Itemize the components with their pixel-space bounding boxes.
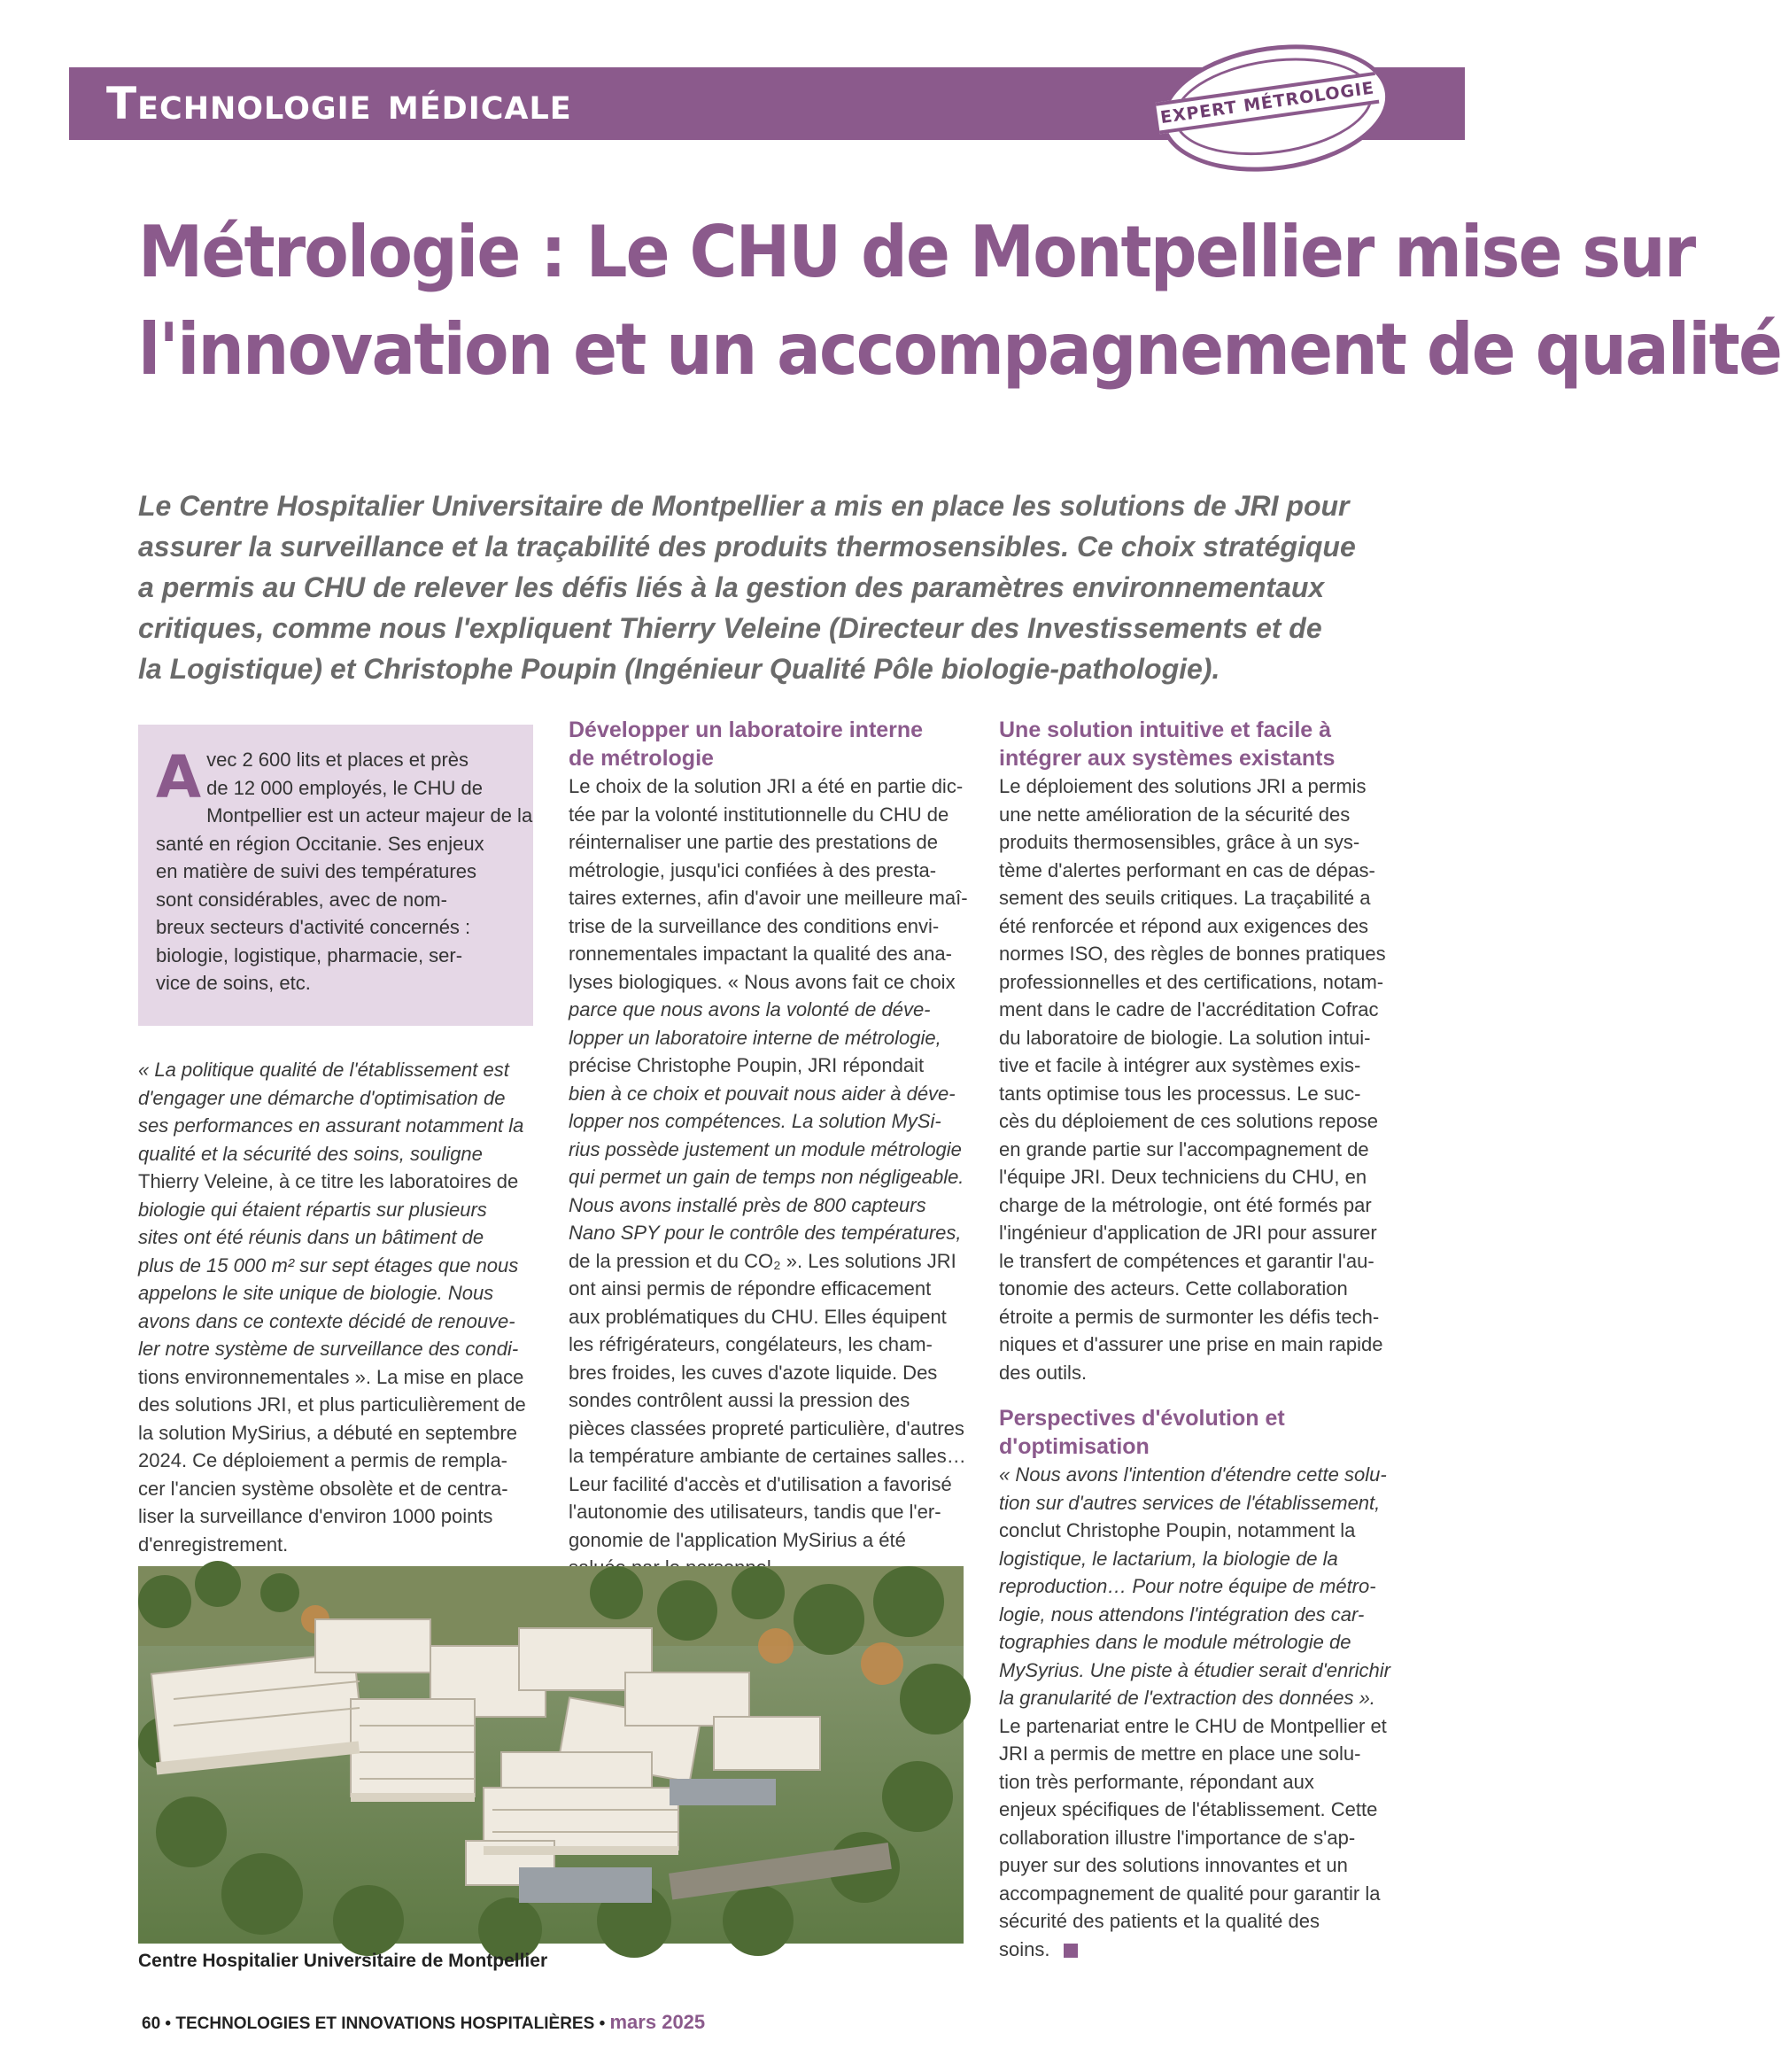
expert-stamp [1153, 31, 1398, 186]
text-line: cer l'ancien système obsolète et de centra- [138, 1477, 508, 1500]
text-line: tonomie des acteurs. Cette collaboration [999, 1277, 1348, 1300]
text-line: Thierry Veleine, à ce titre les laboratoires de [138, 1170, 519, 1192]
text-line: accompagnement de qualité pour garantir la [999, 1882, 1381, 1905]
text-line: professionnelles et des certifications, notam- [999, 970, 1384, 993]
text-line: Nous avons installé près de 800 capteurs [569, 1193, 926, 1216]
page-number: 60 [142, 2014, 161, 2033]
text-line: tographies dans le module métrologie de [999, 1631, 1351, 1653]
text-line: 2024. Ce déploiement a permis de rempla- [138, 1449, 508, 1471]
title-line: l'innovation et un accompagnement de qualité [138, 308, 1781, 391]
text-line: sites ont été réunis dans un bâtiment de [138, 1226, 484, 1248]
text-line: précise Christophe Poupin, JRI répondait [569, 1054, 925, 1076]
text-line: ment dans le cadre de l'accréditation Cofrac [999, 998, 1379, 1020]
drop-cap: A [156, 743, 202, 811]
text-line: bien à ce choix et pouvait nous aider à déve- [569, 1082, 956, 1105]
text-line: enjeux spécifiques de l'établissement. Cette [999, 1798, 1378, 1820]
text-line: de la pression et du CO₂ ». Les solutions JRI [569, 1249, 956, 1272]
text-line: étroite a permis de surmonter les défis tech- [999, 1305, 1380, 1328]
text-line: Leur facilité d'accès et d'utilisation a favorisé [569, 1472, 952, 1495]
text-line: niques et d'assurer une prise en main rapide [999, 1333, 1383, 1355]
text-line: le transfert de compétences et garantir l'au- [999, 1249, 1374, 1272]
stamp-label: EXPERT MÉTROLOGIE [1156, 72, 1380, 134]
text-line: tion très performante, répondant aux [999, 1770, 1314, 1793]
text-line: lopper nos compétences. La solution MySi- [569, 1110, 941, 1132]
heading-line: intégrer aux systèmes existants [999, 746, 1336, 771]
text-line: d'engager une démarche d'optimisation de [138, 1086, 506, 1109]
column-3-body-2 [999, 1461, 1396, 1963]
heading-line: d'optimisation [999, 1434, 1150, 1459]
text-line: aux problématiques du CHU. Elles équipent [569, 1305, 947, 1328]
text-line: vice de soins, etc. [156, 972, 311, 994]
intro-text [156, 743, 533, 997]
text-line: tants optimise tous les processus. Le suc- [999, 1082, 1361, 1105]
lede-line: a permis au CHU de relever les défis liés à la gestion des paramètres environnementaux [138, 571, 1325, 603]
text-line: plus de 15 000 m² sur sept étages que nous [138, 1253, 519, 1277]
text-line: Montpellier est un acteur majeur de la [206, 804, 533, 826]
text-line: la solution MySirius, a débuté en septembre [138, 1421, 518, 1444]
text-line: pièces classées propreté particulière, d'autres [569, 1416, 964, 1440]
text-line: logie, nous attendons l'intégration des car- [999, 1603, 1365, 1626]
text-line: logistique, le lactarium, la biologie de la [999, 1547, 1338, 1570]
footer-separator: • [599, 2014, 606, 2033]
text-line: produits thermosensibles, grâce à un sys- [999, 831, 1360, 853]
section-heading [569, 716, 965, 772]
text-line: bres froides, les cuves d'azote liquide. Des [569, 1361, 938, 1384]
text-line: sécurité des patients et la qualité des [999, 1910, 1320, 1932]
magazine-name: TECHNOLOGIES ET INNOVATIONS HOSPITALIÈRES [175, 2014, 595, 2033]
text-line: Nano SPY pour le contrôle des températures, [569, 1222, 962, 1244]
text-line: trise de la surveillance des conditions envi- [569, 914, 940, 937]
text-line: métrologie, jusqu'ici confiées à des presta- [569, 858, 937, 881]
text-line: rius possède justement un module métrologie [569, 1137, 962, 1160]
lede-line: assurer la surveillance et la traçabilité des produits thermosensibles. Ce choix stratégique [138, 531, 1356, 563]
text-line: sont considérables, avec de nom- [156, 888, 447, 911]
text-line: du laboratoire de biologie. La solution intui- [999, 1026, 1371, 1049]
issue-date: mars 2025 [609, 2011, 706, 2033]
text-line: appelons le site unique de biologie. Nous [138, 1282, 494, 1304]
text-line: puyer sur des solutions innovantes et un [999, 1854, 1348, 1876]
text-line: MySyrius. Une piste à étudier serait d'enrichir [999, 1658, 1390, 1681]
text-line: en matière de suivi des températures [156, 860, 476, 882]
text-line: tions environnementales ». La mise en place [138, 1365, 524, 1388]
text-line: les réfrigérateurs, congélateurs, les cham- [569, 1333, 933, 1355]
column-3-body-1 [999, 772, 1396, 1386]
text-line: charge de la métrologie, ont été formés par [999, 1193, 1372, 1216]
text-line: des outils. [999, 1361, 1088, 1384]
footer-separator: • [165, 2014, 172, 2033]
text-line: une nette amélioration de la sécurité des [999, 803, 1351, 826]
text-line: la granularité de l'extraction des données ». [999, 1687, 1375, 1709]
text-line: Le partenariat entre le CHU de Montpellier et [999, 1714, 1387, 1737]
text-line: lopper un laboratoire interne de métrologie, [569, 1026, 941, 1049]
text-line: avons dans ce contexte décidé de renouve- [138, 1309, 515, 1332]
text-line: d'enregistrement. [138, 1533, 289, 1556]
column-2 [569, 716, 968, 1582]
photo-caption: Centre Hospitalier Universitaire de Montpellier [138, 1951, 548, 1971]
text-line: biologie, logistique, pharmacie, ser- [156, 943, 463, 966]
page-footer [142, 2011, 705, 2034]
text-line: taires externes, afin d'avoir une meilleure maî- [569, 887, 968, 909]
text-line: sement des seuils critiques. La traçabilité a [999, 887, 1371, 909]
text-line: tème d'alertes performant en cas de dépas- [999, 858, 1375, 881]
heading-line: Développer un laboratoire interne [569, 718, 924, 742]
text-line: tive et facile à intégrer aux systèmes exis- [999, 1054, 1361, 1076]
text-line: reproduction… Pour notre équipe de métro- [999, 1575, 1376, 1597]
text-line: de 12 000 employés, le CHU de [206, 776, 483, 799]
heading-line: de métrologie [569, 746, 714, 771]
text-line: qualité et la sécurité des soins, souligne [138, 1142, 483, 1165]
text-line: l'ingénieur d'application de JRI pour assurer [999, 1222, 1377, 1244]
text-line: gonomie de l'application MySirius a été [569, 1528, 906, 1551]
lede-line: Le Centre Hospitalier Universitaire de Montpellier a mis en place les solutions de JRI pour [138, 490, 1350, 522]
section-title: Technologie médicale [106, 78, 572, 129]
text-line: ont ainsi permis de répondre efficacement [569, 1277, 932, 1300]
text-line: parce que nous avons la volonté de déve- [569, 998, 931, 1020]
text-line: lyses biologiques. « Nous avons fait ce choix [569, 970, 956, 993]
heading-line: Une solution intuitive et facile à [999, 718, 1332, 742]
intro-box [138, 725, 533, 1026]
text-line: soins. [999, 1937, 1050, 1960]
text-line: l'autonomie des utilisateurs, tandis que l'er- [569, 1501, 941, 1523]
text-line: des solutions JRI, et plus particulièrement de [138, 1393, 526, 1416]
text-line: « La politique qualité de l'établissement est [138, 1059, 509, 1081]
text-line: breux secteurs d'activité concernés : [156, 916, 471, 938]
text-line: la température ambiante de certaines salles… [569, 1445, 966, 1467]
text-line: ses performances en assurant notamment la [138, 1114, 524, 1137]
end-mark [1064, 1944, 1078, 1958]
text-line: qui permet un gain de temps non négligeable. [569, 1166, 964, 1188]
article-title [138, 204, 1781, 399]
text-line: ler notre système de surveillance des condi- [138, 1338, 519, 1360]
title-line: Métrologie : Le CHU de Montpellier mise sur [138, 211, 1695, 293]
heading-line: Perspectives d'évolution et [999, 1406, 1285, 1431]
lede-line: la Logistique) et Christophe Poupin (Ingénieur Qualité Pôle biologie-pathologie). [138, 653, 1220, 685]
section-heading [999, 1404, 1396, 1461]
text-line: l'équipe JRI. Deux techniciens du CHU, en [999, 1166, 1367, 1188]
text-line: ronnementales impactant la qualité des ana- [569, 943, 952, 965]
text-line: Le déploiement des solutions JRI a permis [999, 775, 1367, 797]
text-line: JRI a permis de mettre en place une solu- [999, 1742, 1361, 1765]
text-line: collaboration illustre l'importance de s'ap- [999, 1826, 1356, 1849]
text-line: sondes contrôlent aussi la pression des [569, 1389, 910, 1411]
hospital-aerial-photo [138, 1566, 964, 1944]
text-line: santé en région Occitanie. Ses enjeux [156, 832, 484, 855]
text-line: réinternaliser une partie des prestations de [569, 831, 939, 853]
article-lede [138, 485, 1396, 689]
text-line: « Nous avons l'intention d'étendre cette solu- [999, 1463, 1387, 1486]
text-line: en grande partie sur l'accompagnement de [999, 1137, 1369, 1160]
text-line: biologie qui étaient répartis sur plusieurs [138, 1198, 487, 1221]
text-line: normes ISO, des règles de bonnes pratiques [999, 943, 1386, 965]
column-1 [138, 1056, 533, 1558]
lede-line: critiques, comme nous l'expliquent Thierry Veleine (Directeur des Investissements et de [138, 612, 1322, 644]
text-line: tée par la volonté institutionnelle du CHU de [569, 803, 949, 826]
text-line: conclut Christophe Poupin, notamment la [999, 1519, 1356, 1541]
section-heading [999, 716, 1396, 772]
column-2-body [569, 772, 968, 1582]
text-line: été renforcée et répond aux exigences des [999, 914, 1369, 937]
text-line: tion sur d'autres services de l'établissement, [999, 1491, 1381, 1514]
text-line: vec 2 600 lits et places et près [206, 749, 469, 771]
text-line: cès du déploiement de ces solutions repose [999, 1110, 1379, 1132]
text-line: Le choix de la solution JRI a été en partie dic- [569, 775, 964, 797]
column-3 [999, 716, 1396, 1963]
text-line: liser la surveillance d'environ 1000 points [138, 1505, 493, 1527]
